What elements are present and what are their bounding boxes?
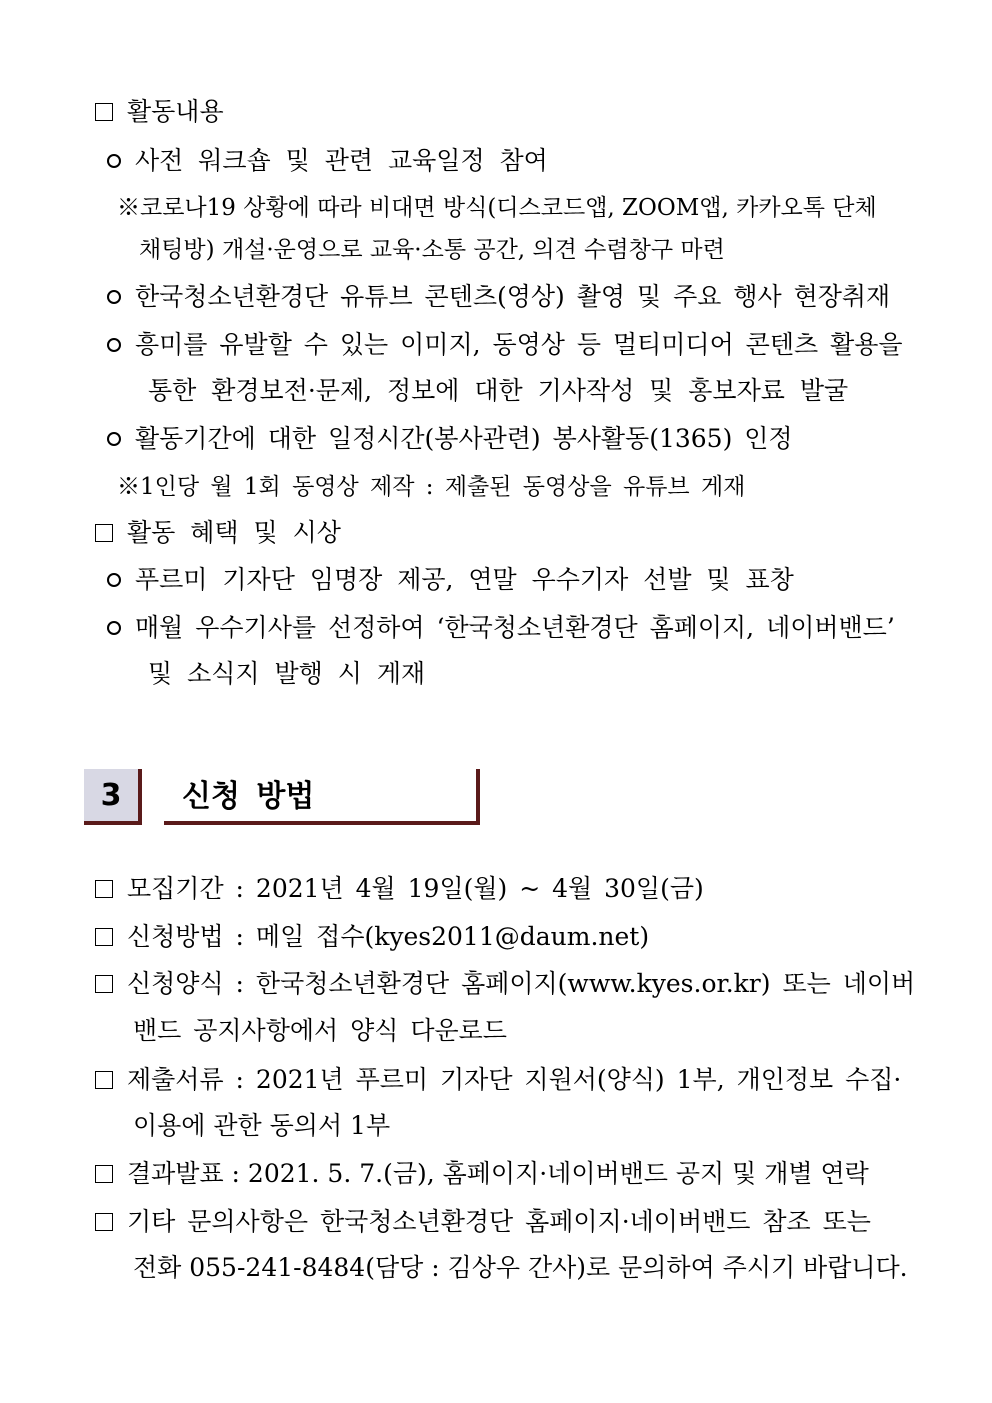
activity-item-cont: 통한 환경보전·문제, 정보에 대한 기사작성 및 홍보자료 발굴: [148, 376, 849, 405]
bullet-icon: [107, 621, 121, 635]
section-number: 3: [84, 769, 142, 825]
activity-note: ※코로나19 상황에 따라 비대면 방식(디스코드앱, ZOOM앱, 카카오톡 단체: [117, 195, 877, 221]
apply-form: 신청양식 : 한국청소년환경단 홈페이지(www.kyes.or.kr) 또는 네이버: [95, 967, 915, 1001]
activity-item: 사전 워크숍 및 관련 교육일정 참여: [107, 144, 548, 178]
section-title: 신청 방법: [164, 769, 480, 825]
bullet-icon: [107, 290, 121, 304]
checkbox-square-icon: [95, 1071, 113, 1089]
benefits-heading: 활동 혜택 및 시상: [95, 516, 341, 550]
activity-item: 한국청소년환경단 유튜브 콘텐츠(영상) 촬영 및 주요 행사 현장취재: [107, 280, 890, 314]
apply-result: 결과발표 : 2021. 5. 7.(금), 홈페이지·네이버밴드 공지 및 개별 연락: [95, 1157, 869, 1191]
activity-note: ※1인당 월 1회 동영상 제작 : 제출된 동영상을 유튜브 게재: [117, 474, 746, 500]
apply-documents: 제출서류 : 2021년 푸르미 기자단 지원서(양식) 1부, 개인정보 수집·: [95, 1063, 901, 1097]
checkbox-square-icon: [95, 975, 113, 993]
activity-note-cont: 채팅방) 개설·운영으로 교육·소통 공간, 의견 수렴창구 마련: [139, 237, 725, 263]
bullet-icon: [107, 432, 121, 446]
checkbox-square-icon: [95, 880, 113, 898]
apply-method: 신청방법 : 메일 접수(kyes2011@daum.net): [95, 920, 649, 954]
apply-inquiry: 기타 문의사항은 한국청소년환경단 홈페이지·네이버밴드 참조 또는: [95, 1205, 871, 1239]
apply-period: 모집기간 : 2021년 4월 19일(월) ~ 4월 30일(금): [95, 872, 704, 906]
checkbox-square-icon: [95, 524, 113, 542]
benefits-item: 매월 우수기사를 선정하여 ‘한국청소년환경단 홈페이지, 네이버밴드’: [107, 611, 895, 645]
apply-inquiry-cont: 전화 055-241-8484(담당 : 김상우 간사)로 문의하여 주시기 바랍니다.: [133, 1253, 908, 1282]
bullet-icon: [107, 338, 121, 352]
checkbox-square-icon: [95, 1213, 113, 1231]
activity-heading: 활동내용: [95, 95, 224, 129]
checkbox-square-icon: [95, 928, 113, 946]
bullet-icon: [107, 573, 121, 587]
benefits-item: 푸르미 기자단 임명장 제공, 연말 우수기자 선발 및 표창: [107, 563, 794, 597]
apply-form-cont: 밴드 공지사항에서 양식 다운로드: [133, 1016, 507, 1045]
activity-item: 흥미를 유발할 수 있는 이미지, 동영상 등 멀티미디어 콘텐츠 활용을: [107, 328, 903, 362]
apply-documents-cont: 이용에 관한 동의서 1부: [133, 1111, 391, 1140]
bullet-icon: [107, 154, 121, 168]
activity-item: 활동기간에 대한 일정시간(봉사관련) 봉사활동(1365) 인정: [107, 422, 793, 456]
checkbox-square-icon: [95, 103, 113, 121]
checkbox-square-icon: [95, 1165, 113, 1183]
benefits-item-cont: 및 소식지 발행 시 게재: [148, 659, 426, 688]
